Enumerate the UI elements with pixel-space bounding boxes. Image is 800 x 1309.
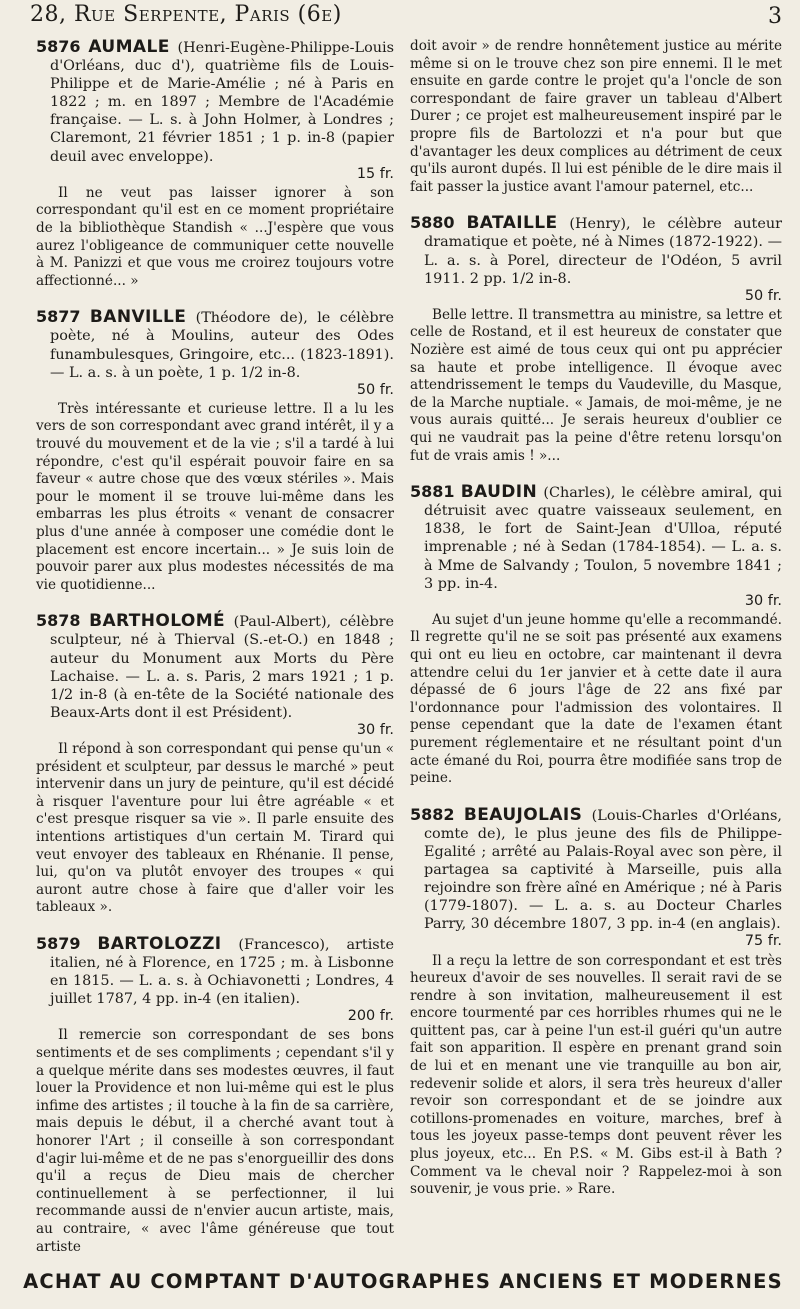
page-number: 3 xyxy=(768,4,782,29)
entry-price: 200 fr. xyxy=(347,1008,394,1025)
entry-description: Très intéressante et curieuse lettre. Il a lu les vers de son correspondant avec grand intérêt, il y a trouvé du mouvement et de la vie ; s'il a tardé à lui répondre, c'est qu'il espérait pouvoir faire en sa faveur « autre chose que des vœux stériles ». Mais pour le moment il se trouve lui-même dans les embarras les plus étroits « venant de consacrer plus d'une année à composer une comédie dont le placement est encore incertain... » Je suis loin de pouvoir parer aux plus modestes nécessités de ma vie quotidienne... xyxy=(36,400,394,593)
entry-name: BARTHOLOMÉ xyxy=(89,611,226,632)
left-column xyxy=(36,38,394,1274)
entry-head: (Paul-Albert), célèbre sculpteur, né à Thierval (S.-et-O.) en 1848 ; auteur du Monument aux Morts du Père Lachaise. — L. a. s. Paris, 2 mars 1921 ; 1 p. 1/2 in-8 (à en-tête de la Société nationale des Beaux-Arts dont il est Président). xyxy=(50,614,394,721)
entry-description: doit avoir » de rendre honnêtement justice au mérite même si on le trouve chez son pire ennemi. Il le met ensuite en garde contre le projet qu'a l'oncle de son correspondant de faire graver un tableau d'Albert Durer ; ce projet est malheureusement inspiré par le propre fils de Bartolozzi et n'a pour but que d'avantager les deux complices au détriment de ceux qu'ils auront dupés. Il lui est pénible de le dire mais il fait passer la justice avant l'amour paternel, etc... xyxy=(410,38,782,195)
entry-price: 30 fr. xyxy=(744,592,782,609)
entry-name: BAUDIN xyxy=(460,482,538,503)
entry-description: Il remercie son correspondant de ses bons sentiments et de ses compliments ; cependant s'il y a quelque mérite dans ses modestes œuvres, il faut louer la Providence et non lui-même qui est le plus infime des artistes ; il touche à la fin de sa carrière, mais depuis le début, il a cherché avant tout à honorer l'Art ; il conseille à son correspondant d'agir lui-même et de ne pas s'enorgueillir des dons qu'il a reçus de Dieu mais de chercher continuellement à se perfectionner, il lui recommande aussi de n'envier aucun artiste, mais, au contraire, « avec l'âme généreuse que tout artiste xyxy=(36,1027,394,1255)
entry-price: 50 fr. xyxy=(356,381,394,398)
catalogue-entry xyxy=(36,38,394,290)
catalogue-entry xyxy=(36,308,394,594)
entry-description: Il a reçu la lettre de son correspondant et est très heureux d'avoir de ses nouvelles. Il serait ravi de se rendre à son invitation, malheureusement il est encore tourmenté par ces horribles rhumes qui ne le quittent pas, car à peine l'un est-il guéri qu'un autre fait son apparition. Il espère en prenant grand soin de lui et en menant une vie tranquille au bon air, redevenir solide et alors, il sera très heureux d'aller revoir son correspondant et de se joindre aux cotillons-promenades en voiture, marches, bref à tous les joyeux passe-temps dont peuvent rêver les plus joyeux, etc... En P.S. « M. Gibs est-il à Bath ? Comment va le cheval noir ? Rappelez-moi à son souvenir, je vous prie. » Rare. xyxy=(410,952,782,1198)
entry-name: AUMALE xyxy=(88,37,170,57)
entry-head: (Théodore de), le célèbre poète, né à Moulins, auteur des Odes funambulesques, Gringoire, etc... (1823-1891). — L. a. s. à un poète, 1 p. 1/2 in-8. xyxy=(50,310,394,381)
entry-head: (Louis-Charles d'Orléans, comte de), le plus jeune des fils de Philippe-Egalité ; arrêté au Palais-Royal avec son père, il partagea sa captivité à Marseille, puis alla rejoindre son frère aîné en Amérique ; né à Paris (1779-1807). — L. a. s. au Docteur Charles Parry, 30 décembre 1807, 3 pp. in-4 (en anglais). xyxy=(424,807,782,933)
entry-description: Au sujet d'un jeune homme qu'elle a recommandé. Il regrette qu'il ne se soit pas présenté aux examens qui ont eu lieu en octobre, car maintenant il devra attendre celui du 1er janvier et à cette date il aura dépassé de 6 jours l'âge de 22 ans fixé par l'ordonnance pour l'admission des volontaires. Il pense cependant que la date de l'examen étant purement réglementaire et ne résultant point d'un acte émané du Roi, pourra être modifiée sans trop de peine. xyxy=(410,611,782,787)
entry-number: 5880 xyxy=(410,213,455,233)
entry-name: BATAILLE xyxy=(466,213,558,234)
entry-description: Il ne veut pas laisser ignorer à son correspondant qu'il est en ce moment propriétaire de la bibliothèque Standish « ...J'espère que vous aurez l'obligeance de communiquer cette nouvelle à M. Panizzi et que vous me croirez toujours votre affectionné... » xyxy=(36,184,394,289)
entry-number: 5876 xyxy=(36,37,81,56)
entry-number: 5882 xyxy=(410,804,455,824)
entry-number: 5877 xyxy=(36,307,81,327)
entry-price: 50 fr. xyxy=(744,287,782,304)
catalogue-entry-continued xyxy=(410,38,782,196)
entry-name: BANVILLE xyxy=(89,307,187,328)
catalogue-entry xyxy=(410,214,782,465)
entry-number: 5881 xyxy=(410,482,455,502)
catalogue-entry xyxy=(36,935,394,1256)
right-column xyxy=(410,38,782,1217)
entry-description: Belle lettre. Il transmettra au ministre, sa lettre et celle de Rostand, et il est heureux de constater que Nozière est aimé de tous ceux qui ont pu apprécier sa haute et probe intelligence. Il évoque avec attendrissement le temps du Vaudeville, du Masque, de la Marche nuptiale. « Jamais, de moi-même, je ne vous aurais quitté... Je serais heureux d'oublier ce qui ne vaudrait pas la peine d'être retenu lorsqu'on fut de vrais amis ! »... xyxy=(410,306,782,464)
catalogue-entry xyxy=(410,806,782,1199)
entry-head: (Francesco), artiste italien, né à Florence, en 1725 ; m. à Lisbonne en 1815. — L. a. s. à Ochiavonetti ; Londres, 4 juillet 1787, 4 pp. in-4 (en italien). xyxy=(50,936,394,1008)
entry-description: Il répond à son correspondant qui pense qu'un « président et sculpteur, par dessus le marché » peut intervenir dans un jury de peinture, qu'il est décidé à risquer l'aventure pour lui être agréable « et c'est presque risquer sa vie ». Il parle ensuite des intentions artistiques d'un certain M. Tirard qui veut envoyer des tableaux en Rhénanie. Il pense, lui, qu'on va plutôt envoyer des troupes « qui auront autre chose à faire que d'aller voir les tableaux ». xyxy=(36,740,394,916)
entry-price: 15 fr. xyxy=(356,165,394,182)
entry-head: (Charles), le célèbre amiral, qui détruisit avec quatre vaisseaux seulement, en 1838, le fort de Saint-Jean d'Ulloa, réputé imprenable ; né à Sedan (1784-1854). — L. a. s. à Mme de Salvandy ; Toulon, 5 novembre 1841 ; 3 pp. in-4. xyxy=(424,485,782,592)
catalogue-entry xyxy=(36,612,394,917)
entry-number: 5879 xyxy=(36,933,81,953)
entry-head: (Henry), le célèbre auteur dramatique et poète, né à Nimes (1872-1922). — L. a. s. à Porel, directeur de l'Odéon, 5 avril 1911. 2 pp. 1/2 in-8. xyxy=(424,216,782,287)
entry-price: 75 fr. xyxy=(744,933,782,950)
entry-name: BARTOLOZZI xyxy=(97,933,222,954)
entry-name: BEAUJOLAIS xyxy=(463,804,583,825)
entry-price: 30 fr. xyxy=(356,721,394,738)
footer-title: ACHAT AU COMPTANT D'AUTOGRAPHES ANCIENS ET MODERNES xyxy=(23,1270,783,1293)
entry-number: 5878 xyxy=(36,611,81,631)
catalogue-entry xyxy=(410,483,782,788)
entry-head: (Henri-Eugène-Philippe-Louis d'Orléans, duc d'), quatrième fils de Louis-Philippe et de Marie-Amélie ; né à Paris en 1822 ; m. en 1897 ; Membre de l'Académie française. — L. s. à John Holmer, à Londres ; Claremont, 21 février 1851 ; 1 p. in-8 (papier deuil avec enveloppe). xyxy=(50,40,394,165)
running-head: 28, Rue Serpente, Paris (6e) xyxy=(30,2,342,27)
